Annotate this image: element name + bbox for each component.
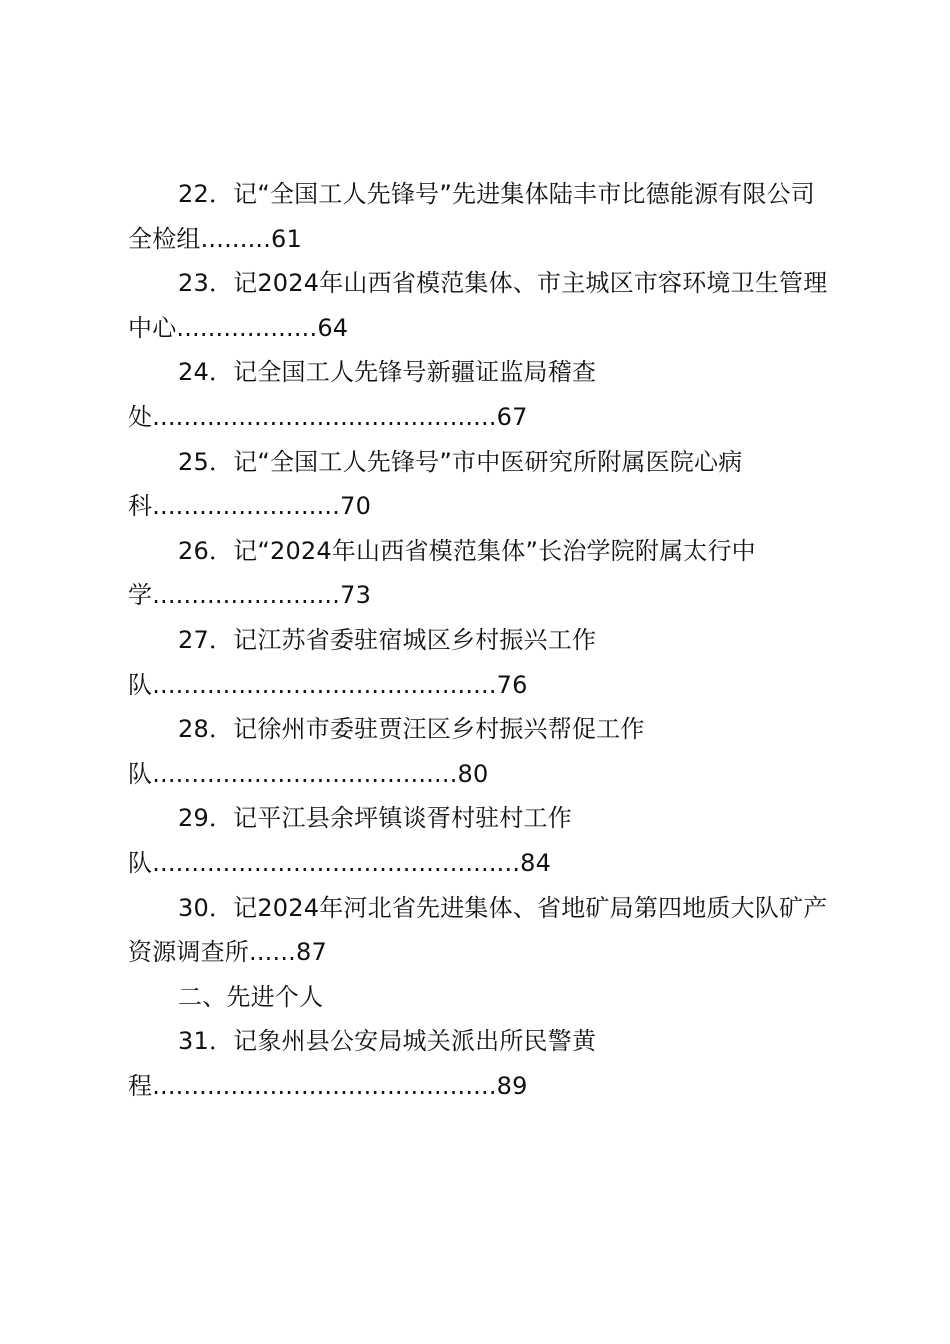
toc-section-heading: 二、先进个人: [178, 982, 324, 1011]
table-of-contents: [128, 172, 828, 1108]
toc-entry-25: 25．记“全国工人先锋号”市中医研究所附属医院心病科........................70: [128, 447, 743, 521]
toc-entry-31: 31．记象州县公安局城关派出所民警黄程............................................89: [128, 1027, 597, 1100]
toc-entry-30: 30．记2024年河北省先进集体、省地矿局第四地质大队矿产资源调查所......87: [128, 893, 828, 967]
toc-entry-27: 27．记江苏省委驻宿城区乡村振兴工作队............................................76: [128, 625, 597, 699]
toc-entry-24: 24．记全国工人先锋号新疆证监局稽查处............................................67: [128, 358, 597, 431]
toc-entry-28: 28．记徐州市委驻贾汪区乡村振兴帮促工作队.......................................80: [128, 715, 645, 788]
toc-entry-23: 23．记2024年山西省模范集体、市主城区市容环境卫生管理中心..................64: [128, 269, 828, 342]
toc-entry-29: 29．记平江县余坪镇谈胥村驻村工作队...............................................84: [128, 804, 572, 877]
toc-entry-22: 22．记“全国工人先锋号”先进集体陆丰市比德能源有限公司全检组.........61: [128, 180, 816, 253]
toc-entry-26: 26．记“2024年山西省模范集体”长治学院附属太行中学........................73: [128, 536, 756, 610]
